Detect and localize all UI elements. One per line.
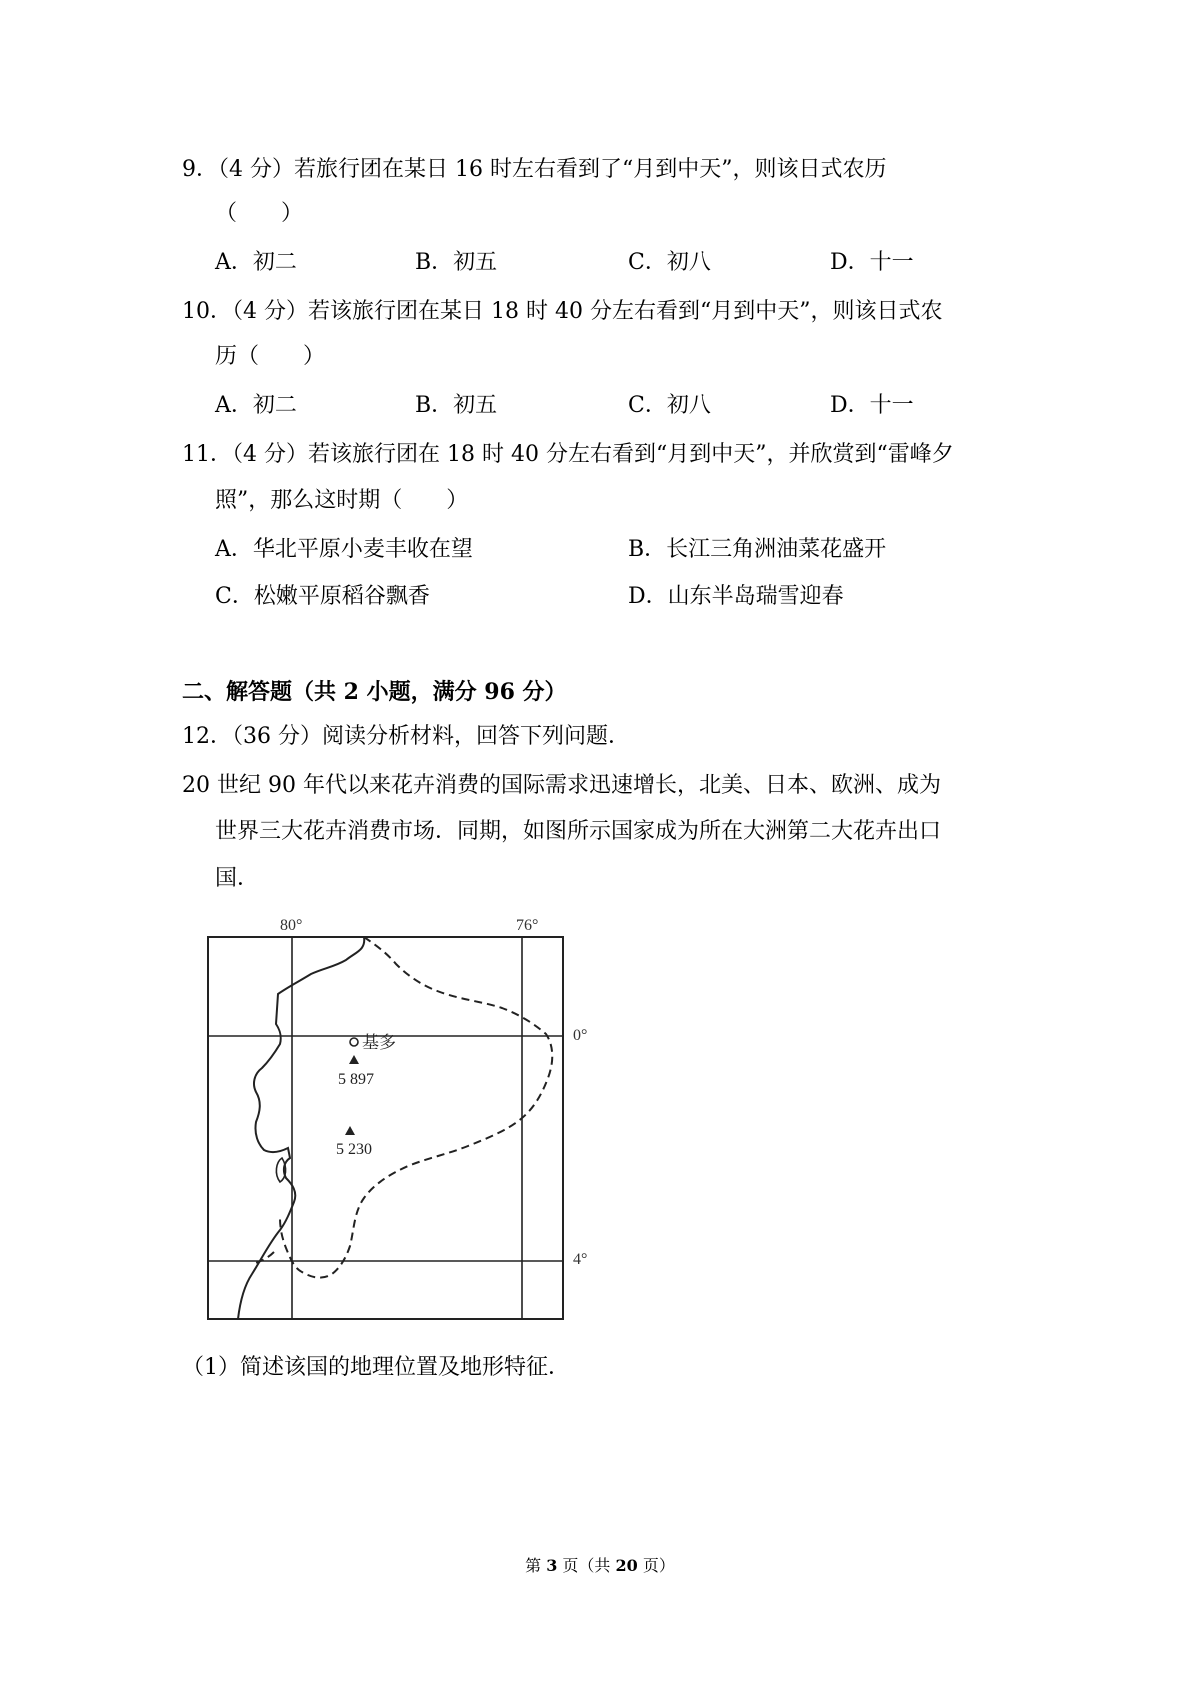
question-10-option-a: A．初二 [215,393,297,418]
footer-suffix: 页） [642,1556,675,1575]
question-11-option-b: B．长江三角洲油菜花盛开 [628,537,887,562]
footer-middle: 页（共 [562,1556,611,1575]
footer-total-pages: 20 [615,1556,638,1575]
question-11-option-a: A．华北平原小麦丰收在望 [215,537,473,562]
question-9-line-2: （ ） [215,201,304,226]
question-11-text: （4 分）若该旅行团在 18 时 40 分左右看到“月到中天”，并欣赏到“雷峰夕 [232,442,954,467]
section-2-title: 二、解答题（共 2 小题，满分 96 分） [182,679,567,705]
question-10-text: （4 分）若该旅行团在某日 18 时 40 分左右看到“月到中天”，则该日式农 [232,299,943,324]
peak-triangle-icon [345,1126,355,1135]
question-9-text: （4 分）若旅行团在某日 16 时左右看到了“月到中天”，则该日式农历 [218,157,887,182]
national-border [280,937,552,1278]
material-line-2: 世界三大花卉消费市场．同期，如图所示国家成为所在大洲第二大花卉出口 [215,819,942,844]
question-9-number: 9． [182,157,218,182]
page-footer [0,1553,1200,1576]
ecuador-map [196,912,616,1330]
question-12-text: （36 分）阅读分析材料，回答下列问题． [232,724,630,749]
question-11-option-d: D．山东半岛瑞雪迎春 [628,584,844,609]
question-10-line-2: 历（ ） [215,344,326,369]
question-10-option-c: C．初八 [628,393,711,418]
latitude-label-0: 0° [573,1027,588,1044]
footer-prefix: 第 [525,1556,542,1575]
footer-page-number: 3 [546,1556,558,1575]
peak-elevation-1: 5 897 [338,1071,374,1088]
sub-question-1: （1）简述该国的地理位置及地形特征． [182,1355,570,1380]
question-12-number: 12． [182,724,232,749]
question-10-line-1 [182,297,942,327]
question-9-option-b: B．初五 [415,250,498,275]
peak-elevation-2: 5 230 [336,1141,372,1158]
question-11-line-1 [182,440,954,470]
question-10-option-b: B．初五 [415,393,498,418]
question-10-number: 10． [182,299,232,324]
peak-triangle-icon [349,1055,359,1064]
question-11-option-c: C．松嫩平原稻谷飘香 [215,584,430,609]
question-9-option-c: C．初八 [628,250,711,275]
question-9-line-1 [182,155,886,185]
city-marker-icon [350,1038,358,1046]
question-10-option-d: D．十一 [830,393,914,418]
longitude-label-80: 80° [280,917,303,934]
latitude-label-4: 4° [573,1251,588,1268]
material-line-3: 国． [215,866,260,891]
question-12-line [182,722,630,752]
longitude-label-76: 76° [516,917,539,934]
question-9-option-d: D．十一 [830,250,914,275]
question-11-number: 11． [182,442,232,467]
city-label: 基多 [362,1033,396,1052]
material-line-1: 20 世纪 90 年代以来花卉消费的国际需求迅速增长，北美、日本、欧洲、成为 [182,773,941,798]
question-11-line-2: 照”，那么这时期（ ） [215,488,469,513]
question-9-option-a: A．初二 [215,250,297,275]
